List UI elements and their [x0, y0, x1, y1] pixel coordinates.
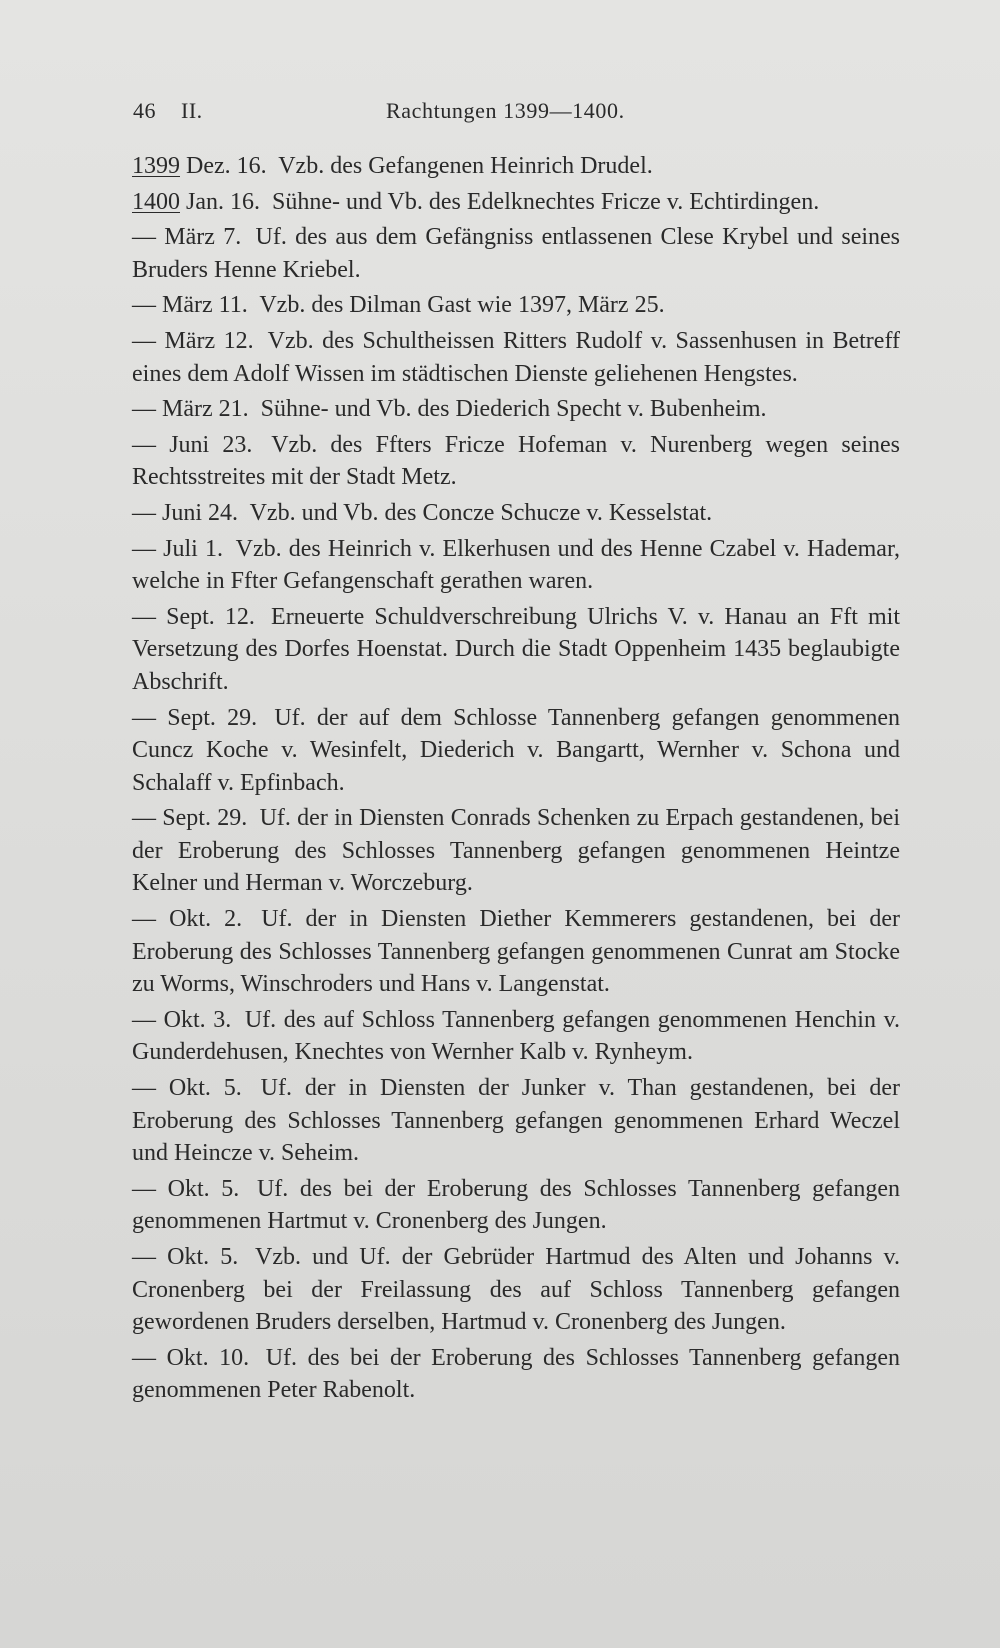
- entry-year: —: [132, 1006, 156, 1033]
- entry-year: —: [132, 327, 156, 354]
- list-item: [132, 1072, 900, 1170]
- entry-date: Okt. 5.: [168, 1075, 242, 1102]
- entry-text: Vzb. des Gefangenen Heinrich Drudel.: [278, 153, 653, 179]
- entry-date: März 7.: [164, 224, 242, 251]
- list-item: [132, 601, 900, 699]
- entry-date: Okt. 2.: [169, 906, 243, 933]
- list-item: [132, 429, 900, 494]
- entry-text: Vzb. des Dilman Gast wie 1397, März 25.: [259, 292, 665, 319]
- entry-year: —: [132, 396, 156, 423]
- entry-date: März 11.: [162, 292, 248, 319]
- entry-year: —: [132, 1075, 156, 1102]
- running-title: Rachtungen 1399—1400.: [386, 98, 625, 123]
- entry-year: —: [132, 535, 156, 562]
- list-item: [132, 1241, 900, 1339]
- list-item: [132, 221, 900, 286]
- entry-text: Sühne- und Vb. des Diederich Specht v. Bubenheim.: [260, 396, 767, 423]
- entry-text: Vzb. des Ffters Fricze Hofeman v. Nurenberg wegen seines Rechtsstreites mit der Stadt Metz.: [132, 431, 901, 491]
- entry-text: Uf. der auf dem Schlosse Tannenberg gefangen genommenen Cuncz Koche v. Wesinfelt, Diederich v. Bangartt, Wernher v. Schona und Schalaff v. Epfinbach.: [132, 704, 901, 796]
- list-item: [132, 186, 900, 219]
- entry-text: Uf. des bei der Eroberung des Schlosses Tannenberg gefangen genommenen Hartmut v. Cronenberg des Jungen.: [132, 1175, 901, 1235]
- entry-text: Uf. der in Diensten der Junker v. Than gestandenen, bei der Eroberung des Schlosses Tannenberg gefangen genommenen Erhard Weczel und Heincze v. Seheim.: [132, 1075, 901, 1167]
- entry-date: Sept. 29.: [162, 805, 248, 832]
- entry-year: —: [132, 1344, 156, 1371]
- entry-year: 1399: [132, 153, 180, 179]
- list-item: [132, 289, 900, 322]
- entry-year: —: [132, 499, 156, 526]
- entry-year: —: [132, 603, 156, 630]
- list-item: [132, 393, 900, 426]
- entry-list: [132, 150, 900, 1410]
- entry-text: Uf. der in Diensten Conrads Schenken zu Erpach gestandenen, bei der Eroberung des Schlosses Tannenberg gefangen genommenen Heintze Kelner und Herman v. Worczeburg.: [132, 805, 901, 897]
- entry-text: Uf. des bei der Eroberung des Schlosses Tannenberg gefangen genommenen Peter Rabenolt.: [132, 1344, 901, 1404]
- entry-date: Okt. 10.: [166, 1344, 250, 1371]
- list-item: [132, 533, 900, 598]
- entry-text: Uf. der in Diensten Diether Kemmerers gestandenen, bei der Eroberung des Schlosses Tannenberg gefangen genommenen Cunrat am Stocke zu Worms, Winschroders und Hans v. Langenstat.: [132, 906, 901, 998]
- entry-year: —: [132, 704, 156, 731]
- entry-year: 1400: [132, 188, 180, 215]
- entry-text: Erneuerte Schuldverschreibung Ulrichs V. v. Hanau an Fft mit Versetzung des Dorfes Hoenstat. Durch die Stadt Oppenheim 1435 beglaubigte Abschrift.: [132, 603, 901, 695]
- entry-year: —: [132, 224, 156, 251]
- entry-year: —: [132, 805, 156, 832]
- entry-year: —: [132, 1175, 156, 1202]
- page-number: 46: [133, 98, 156, 123]
- entry-date: Juni 24.: [162, 499, 239, 526]
- list-item: [132, 1173, 900, 1238]
- entry-date: Jan. 16.: [186, 188, 260, 215]
- list-item: [132, 702, 900, 800]
- entry-year: —: [132, 292, 156, 319]
- entry-date: März 12.: [164, 327, 254, 354]
- entry-text: Uf. des aus dem Gefängniss entlassenen Clese Krybel und seines Bruders Henne Kriebel.: [132, 224, 901, 283]
- list-item: [132, 802, 900, 900]
- entry-text: Uf. des auf Schloss Tannenberg gefangen genommenen Henchin v. Gunderdehusen, Knechtes von Wernher Kalb v. Rynheym.: [132, 1006, 901, 1066]
- section-number: II.: [181, 98, 203, 123]
- entry-date: Okt. 5.: [167, 1244, 239, 1270]
- entry-date: März 21.: [162, 396, 249, 423]
- entry-text: Sühne- und Vb. des Edelknechtes Fricze v. Echtirdingen.: [272, 188, 820, 215]
- entry-text: Vzb. und Vb. des Concze Schucze v. Kesselstat.: [249, 499, 713, 526]
- entry-date: Dez. 16.: [186, 153, 267, 179]
- list-item: [132, 903, 900, 1001]
- entry-year: —: [132, 431, 156, 458]
- entry-date: Juli 1.: [163, 535, 223, 562]
- entry-date: Okt. 5.: [167, 1175, 240, 1202]
- entry-year: —: [132, 906, 156, 933]
- entry-text: Vzb. des Schultheissen Ritters Rudolf v. Sassenhusen in Betreff eines dem Adolf Wissen im städtischen Dienste geliehenen Hengstes.: [132, 327, 900, 387]
- entry-date: Sept. 12.: [166, 603, 255, 630]
- running-header: [133, 98, 753, 132]
- list-item: [132, 325, 900, 390]
- entry-text: Vzb. des Heinrich v. Elkerhusen und des Henne Czabel v. Hademar, welche in Ffter Gefangenschaft gerathen waren.: [132, 535, 900, 595]
- entry-date: Okt. 3.: [163, 1006, 232, 1033]
- entry-date: Sept. 29.: [167, 704, 258, 731]
- entry-date: Juni 23.: [169, 431, 253, 458]
- list-item: [132, 1004, 900, 1069]
- entry-year: —: [132, 1244, 156, 1270]
- list-item: [132, 150, 900, 183]
- entry-text: Vzb. und Uf. der Gebrüder Hartmud des Alten und Johanns v. Cronenberg bei der Freilassung des auf Schloss Tannenberg gefangen gewordenen Bruders derselben, Hartmud v. Cronenberg des Jungen.: [132, 1244, 900, 1336]
- list-item: [132, 1342, 900, 1407]
- list-item: [132, 497, 900, 530]
